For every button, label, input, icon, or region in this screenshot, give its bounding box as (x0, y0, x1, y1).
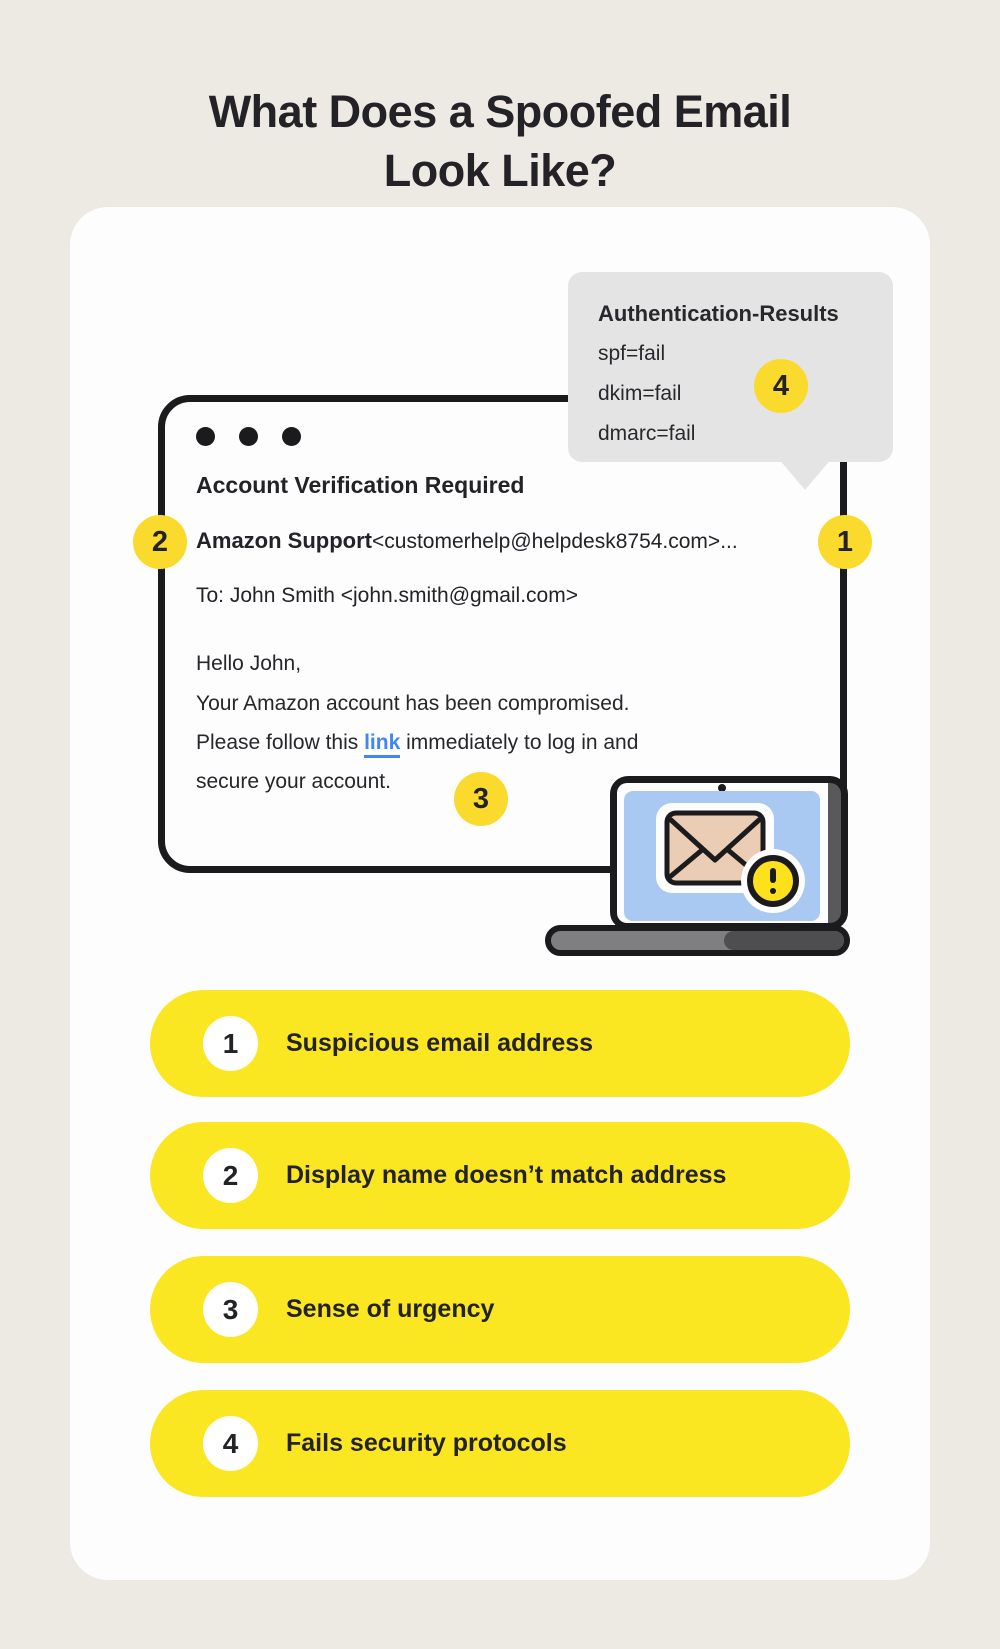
window-dot (196, 427, 215, 446)
callout-badge-3: 3 (454, 772, 508, 826)
email-subject: Account Verification Required (196, 472, 525, 498)
email-to-line: To: John Smith <john.smith@gmail.com> (196, 584, 578, 607)
window-dot (239, 427, 258, 446)
auth-result-dmarc: dmarc=fail (598, 422, 696, 445)
auth-results-title: Authentication-Results (598, 301, 839, 326)
callout-badge-2: 2 (133, 515, 187, 569)
legend-number: 2 (203, 1148, 258, 1203)
legend-number: 4 (203, 1416, 258, 1471)
legend-number: 1 (203, 1016, 258, 1071)
laptop-base-shadow (724, 931, 844, 950)
callout-badge-4: 4 (754, 359, 808, 413)
laptop-bezel (617, 783, 828, 923)
email-body-line: Hello John, (196, 652, 302, 675)
page-title (0, 82, 1000, 200)
email-body-line: Your Amazon account has been compromised. (196, 692, 630, 715)
laptop-screen-content (624, 791, 820, 921)
legend-item-fails-security-protocols (150, 1390, 850, 1497)
auth-results-callout (568, 272, 893, 462)
email-from-name: Amazon Support (196, 528, 372, 553)
email-from-address: <customerhelp@helpdesk8754.com>... (372, 530, 738, 553)
laptop-icon (545, 776, 850, 956)
auth-result-dkim: dkim=fail (598, 382, 682, 405)
warning-circle (747, 855, 799, 907)
email-from-line (196, 528, 738, 554)
email-body-line (196, 731, 638, 755)
window-dots-icon (196, 427, 301, 446)
email-body-text: Please follow this (196, 731, 365, 754)
legend-item-display-name-mismatch (150, 1122, 850, 1229)
phishing-link[interactable]: link (364, 731, 400, 758)
legend-number: 3 (203, 1282, 258, 1337)
legend-label: Sense of urgency (286, 1295, 495, 1323)
legend-label: Suspicious email address (286, 1029, 594, 1057)
email-body-text: immediately to log in and (400, 731, 639, 754)
exclamation-bar (770, 868, 776, 883)
auth-result-spf: spf=fail (598, 342, 666, 365)
page-title-line1: What Does a Spoofed Email (208, 86, 792, 138)
laptop-base (545, 925, 850, 956)
legend-label: Fails security protocols (286, 1429, 567, 1457)
page-title-line2: Look Like? (383, 145, 617, 197)
legend-item-sense-of-urgency (150, 1256, 850, 1363)
window-dot (282, 427, 301, 446)
legend-label: Display name doesn’t match address (286, 1161, 727, 1189)
email-body-line: secure your account. (196, 770, 391, 793)
callout-badge-1: 1 (818, 515, 872, 569)
legend-item-suspicious-address (150, 990, 850, 1097)
laptop-screen (610, 776, 848, 930)
warning-icon (741, 849, 805, 913)
exclamation-dot (770, 888, 776, 894)
